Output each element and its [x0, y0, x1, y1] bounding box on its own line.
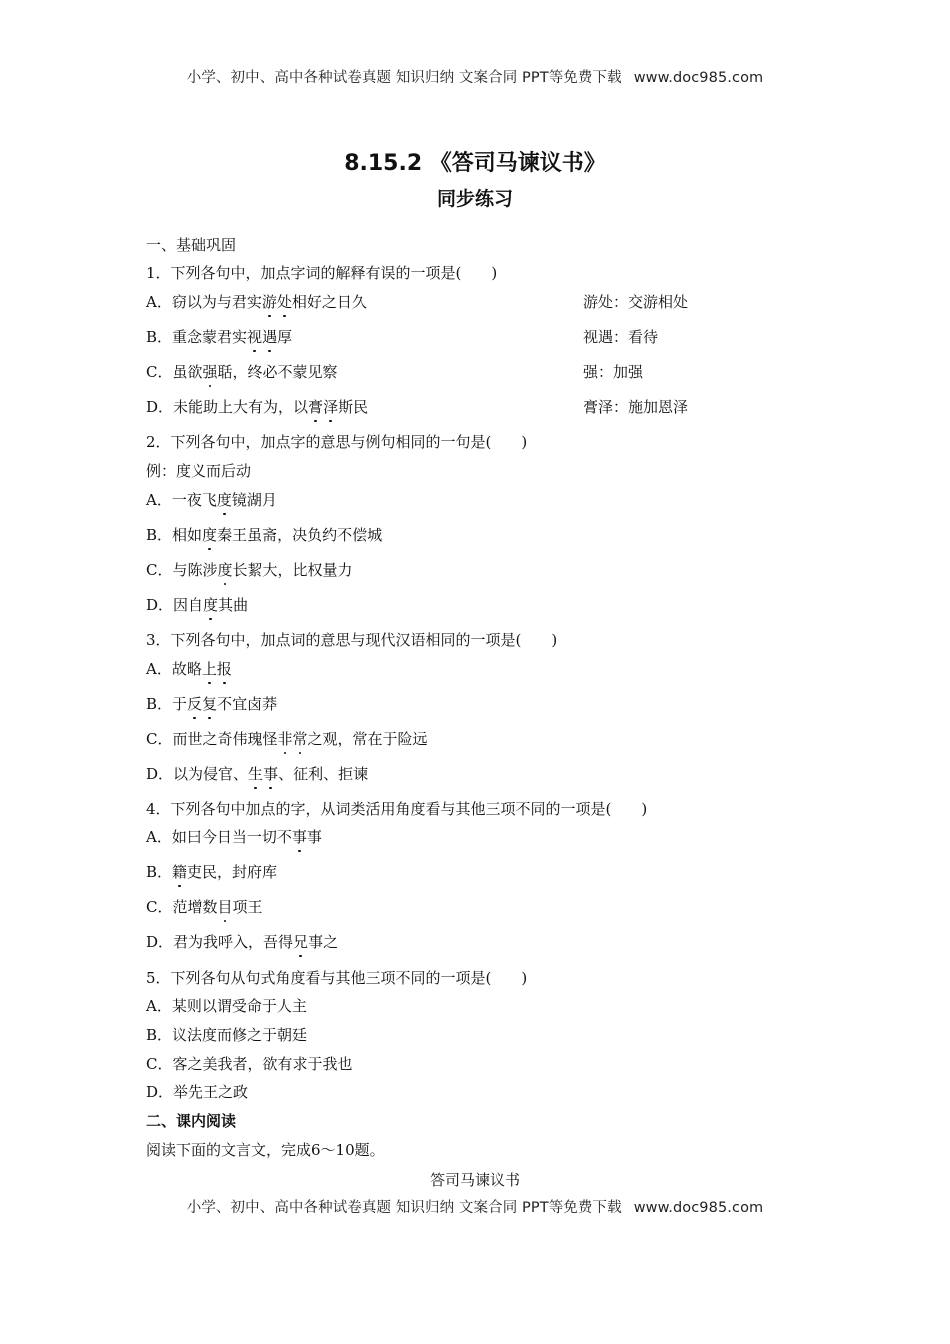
option-line: [146, 897, 263, 917]
option-text: 事: [306, 828, 322, 846]
emphasis-dot-char: 度: [203, 596, 219, 614]
option-label: C．: [146, 363, 173, 381]
emphasis-dot-char: 泽: [323, 398, 339, 416]
question-stem: 3．下列各句中，加点词的意思与现代汉语相同的一项是( ): [146, 631, 558, 649]
document-subtitle: 同步练习: [436, 188, 513, 210]
emphasis-dot-char: 反: [187, 695, 203, 713]
option-text: 如曰今日当一切不: [171, 828, 292, 846]
option-text: 范增数: [172, 898, 218, 916]
section-heading: 一、基础巩固: [146, 236, 237, 254]
option-label: B．: [146, 695, 173, 713]
reading-instruction: 阅读下面的文言文，完成6～10题。: [146, 1141, 385, 1159]
option-text: 厚: [277, 328, 293, 346]
emphasis-dot-char: 非: [277, 730, 293, 748]
emphasis-dot-char: 籍: [172, 863, 188, 881]
emphasis-dot-char: 兄: [293, 933, 309, 951]
option-line: [146, 1082, 248, 1102]
option-text: 与陈涉: [172, 561, 218, 579]
option-text: 未能助上大有为，以: [173, 398, 309, 416]
option-label: D．: [146, 398, 174, 416]
section-heading: 二、课内阅读: [146, 1112, 237, 1130]
option-line: [146, 694, 277, 714]
option-label: B．: [146, 526, 173, 544]
option-label: B．: [146, 863, 173, 881]
option-text: 某则以谓受命于人主: [171, 997, 307, 1015]
option-text: 事之: [308, 933, 339, 951]
option-text: 相好之日久: [291, 293, 367, 311]
option-gloss: 膏泽：施加恩泽: [583, 398, 689, 416]
emphasis-dot-char: 度: [216, 491, 232, 509]
option-line: [146, 397, 368, 417]
option-label: A．: [146, 997, 172, 1015]
emphasis-dot-char: 处: [276, 293, 292, 311]
option-gloss: 游处：交游相处: [583, 293, 689, 311]
page-footer: [0, 1196, 950, 1217]
option-line: [146, 862, 277, 882]
option-text: 窃以为与君实: [171, 293, 262, 311]
footer-text: 小学、初中、高中各种试卷真题 知识归纳 文案合同 PPT等免费下载: [186, 1200, 622, 1216]
option-label: B．: [146, 1026, 173, 1044]
emphasis-dot-char: 事: [263, 765, 279, 783]
option-label: D．: [146, 933, 174, 951]
emphasis-dot-char: 事: [291, 828, 307, 846]
emphasis-dot-char: 度: [217, 561, 233, 579]
option-text: 一夜飞: [171, 491, 217, 509]
emphasis-dot-char: 遇: [262, 328, 278, 346]
option-text: 、征利、拒谏: [278, 765, 369, 783]
option-line: [146, 1025, 307, 1045]
option-text: 其曲: [218, 596, 249, 614]
option-text: 之观，常在于险远: [307, 730, 428, 748]
option-text: 项王: [232, 898, 263, 916]
emphasis-dot-char: 生: [248, 765, 264, 783]
option-line: [146, 1054, 353, 1074]
option-text: 虽欲: [172, 363, 203, 381]
emphasis-dot-char: 目: [217, 898, 233, 916]
option-label: A．: [146, 660, 172, 678]
option-label: A．: [146, 828, 172, 846]
option-text: 秦王虽斋，决负约不偿城: [217, 526, 383, 544]
option-line: [146, 932, 338, 952]
option-line: [146, 292, 367, 312]
footer-url-link[interactable]: www.doc985.com: [633, 1200, 764, 1216]
option-line: [146, 595, 248, 615]
header-text: 小学、初中、高中各种试卷真题 知识归纳 文案合同 PPT等免费下载: [186, 70, 622, 86]
option-text: 以为侵官、: [173, 765, 249, 783]
option-text: 聒，终必不蒙见察: [217, 363, 338, 381]
option-text: 君为我呼入，吾得: [173, 933, 294, 951]
option-label: D．: [146, 596, 174, 614]
emphasis-dot-char: 游: [261, 293, 277, 311]
option-line: [146, 659, 232, 679]
emphasis-dot-char: 报: [216, 660, 232, 678]
option-label: C．: [146, 561, 173, 579]
option-line: [146, 490, 277, 510]
question-stem: 4．下列各句中加点的字，从词类活用角度看与其他三项不同的一项是( ): [146, 800, 648, 818]
option-text: 故略: [171, 660, 202, 678]
option-text: 吏民，封府库: [187, 863, 278, 881]
option-text: 客之美我者，欲有求于我也: [172, 1055, 353, 1073]
option-label: D．: [146, 1083, 174, 1101]
emphasis-dot-char: 强: [202, 363, 218, 381]
emphasis-dot-char: 视: [247, 328, 263, 346]
option-line: [146, 327, 292, 347]
option-text: 举先王之政: [173, 1083, 249, 1101]
option-gloss: 视遇：看待: [583, 328, 659, 346]
option-label: B．: [146, 328, 173, 346]
option-gloss: 强：加强: [583, 363, 644, 381]
option-label: C．: [146, 898, 173, 916]
option-line: [146, 362, 338, 382]
option-text: 于: [172, 695, 188, 713]
emphasis-dot-char: 膏: [308, 398, 324, 416]
option-text: 因自: [173, 596, 204, 614]
option-line: [146, 827, 322, 847]
option-line: [146, 764, 368, 784]
option-line: [146, 560, 353, 580]
option-label: A．: [146, 293, 172, 311]
option-text: 重念蒙君实: [172, 328, 248, 346]
question-stem: 5．下列各句从句式角度看与其他三项不同的一项是( ): [146, 969, 528, 987]
question-stem: 1．下列各句中，加点字词的解释有误的一项是( ): [146, 264, 498, 282]
option-label: D．: [146, 765, 174, 783]
option-line: [146, 729, 428, 749]
emphasis-dot-char: 上: [201, 660, 217, 678]
document-title: 8.15.2 《答司马谏议书》: [344, 151, 606, 176]
option-line: [146, 996, 307, 1016]
option-text: 镜湖月: [231, 491, 277, 509]
header-url-link[interactable]: www.doc985.com: [633, 70, 764, 86]
question-example: 例：度义而后动: [146, 462, 252, 480]
emphasis-dot-char: 度: [202, 526, 218, 544]
option-line: [146, 525, 382, 545]
option-text: 而世之奇伟瑰怪: [172, 730, 278, 748]
option-text: 相如: [172, 526, 203, 544]
option-label: C．: [146, 1055, 173, 1073]
option-text: 长絜大，比权量力: [232, 561, 353, 579]
option-text: 斯民: [338, 398, 369, 416]
passage-title: 答司马谏议书: [429, 1171, 520, 1189]
option-text: 议法度而修之于朝廷: [172, 1026, 308, 1044]
option-text: 不宜卤莽: [217, 695, 278, 713]
option-label: A．: [146, 491, 172, 509]
option-label: C．: [146, 730, 173, 748]
emphasis-dot-char: 复: [202, 695, 218, 713]
emphasis-dot-char: 常: [292, 730, 308, 748]
page-header: [0, 66, 950, 87]
question-stem: 2．下列各句中，加点字的意思与例句相同的一句是( ): [146, 433, 528, 451]
